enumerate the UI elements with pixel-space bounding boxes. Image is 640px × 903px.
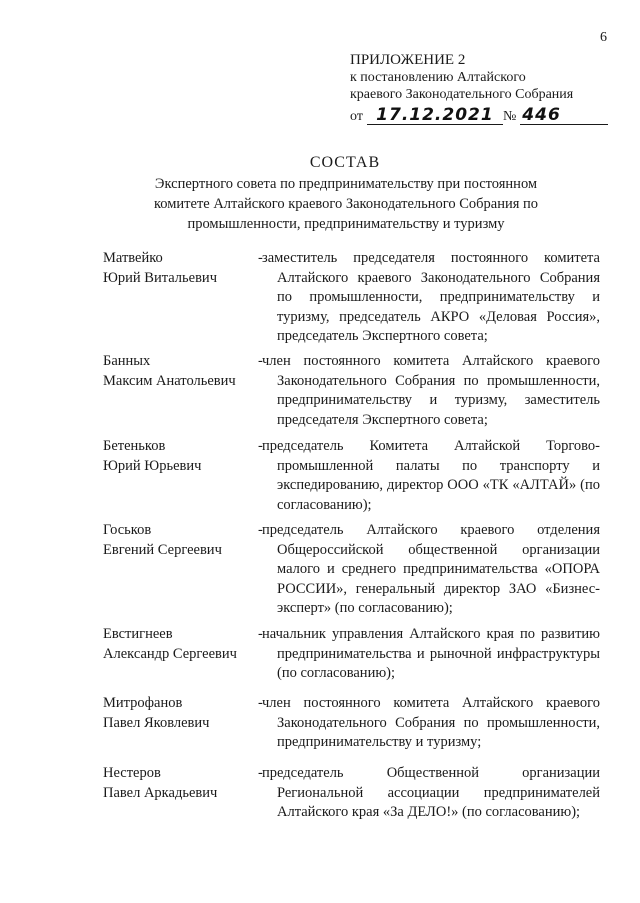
- document-heading: [0, 152, 640, 234]
- member-given-name: Александр Сергеевич: [103, 645, 237, 662]
- number-prefix: №: [502, 109, 517, 124]
- member-description: член постоянного комитета Алтайского краевого Законодательного Собрания по промышленности, предпринимательству и туризму;: [262, 695, 600, 750]
- member-given-name: Павел Аркадьевич: [103, 784, 218, 801]
- appendix-line-2: краевого Законодательного Собрания: [350, 87, 574, 102]
- member-description: член постоянного комитета Алтайского краевого Законодательного Собрания по промышленности, предпринимательству и туризму, заместитель председателя Экспертного совета;: [262, 353, 600, 428]
- member-surname: Банных: [103, 353, 151, 369]
- subtitle-line-3: промышленности, предпринимательству и туризму: [187, 216, 505, 232]
- member-description: председатель Общественной организации Региональной ассоциации предпринимателей Алтайского края «За ДЕЛО!» (по согласованию);: [262, 765, 600, 820]
- subtitle-line-1: Экспертного совета по предпринимательству при постоянном: [154, 176, 538, 192]
- member-surname: Евстигнеев: [103, 626, 173, 642]
- subtitle-line-2: комитете Алтайского краевого Законодательного Собрания по: [153, 196, 539, 212]
- member-given-name: Юрий Витальевич: [103, 269, 217, 286]
- member-given-name: Павел Яковлевич: [103, 714, 210, 731]
- member-surname: Митрофанов: [103, 695, 183, 711]
- member-dash: -: [258, 626, 263, 642]
- member-surname: Нестеров: [103, 765, 161, 781]
- member-dash: -: [258, 522, 263, 538]
- member-name: [103, 352, 263, 391]
- member-description: председатель Комитета Алтайской Торгово-промышленной палаты по транспорту и экспедированию, директор ООО «ТК «АЛТАЙ» (по согласованию);: [262, 438, 600, 513]
- member-name: [103, 625, 263, 664]
- member-given-name: Максим Анатольевич: [103, 372, 236, 389]
- date-prefix: от: [350, 109, 363, 124]
- member-surname: Матвейко: [103, 250, 163, 266]
- member-name: [103, 249, 263, 288]
- page-number: 6: [600, 30, 607, 45]
- member-surname: Бетеньков: [103, 438, 166, 454]
- member-dash: -: [258, 695, 263, 711]
- member-name: [103, 764, 263, 803]
- member-name: [103, 694, 263, 733]
- member-description: заместитель председателя постоянного комитета Алтайского краевого Законодательного Собрания по промышленности, предпринимательству и туризму, председатель АКРО «Деловая Россия», председатель Экспертного совета;: [262, 250, 600, 344]
- member-given-name: Евгений Сергеевич: [103, 541, 222, 558]
- member-description: начальник управления Алтайского края по развитию предпринимательства и рыночной инфраструктуры (по согласованию);: [262, 626, 600, 681]
- member-name: [103, 437, 263, 476]
- member-description: председатель Алтайского краевого отделения Общероссийской общественной организации малого и среднего предпринимательства «ОПОРА РОССИИ», генеральный директор ЗАО «Бизнес-эксперт» (по согласованию);: [262, 522, 600, 616]
- member-dash: -: [258, 250, 263, 266]
- member-name: [103, 521, 263, 560]
- appendix-line-1: к постановлению Алтайского: [350, 70, 526, 85]
- member-given-name: Юрий Юрьевич: [103, 457, 202, 474]
- member-dash: -: [258, 438, 263, 454]
- member-dash: -: [258, 765, 263, 781]
- handwritten-date: 17.12.2021: [367, 106, 503, 125]
- appendix-title: ПРИЛОЖЕНИЕ 2: [350, 52, 466, 68]
- handwritten-number: 446: [520, 106, 608, 125]
- appendix-block: [350, 52, 608, 125]
- member-surname: Госьков: [103, 522, 152, 538]
- document-title: СОСТАВ: [309, 154, 381, 171]
- appendix-date-line: [350, 103, 608, 125]
- member-dash: -: [258, 353, 263, 369]
